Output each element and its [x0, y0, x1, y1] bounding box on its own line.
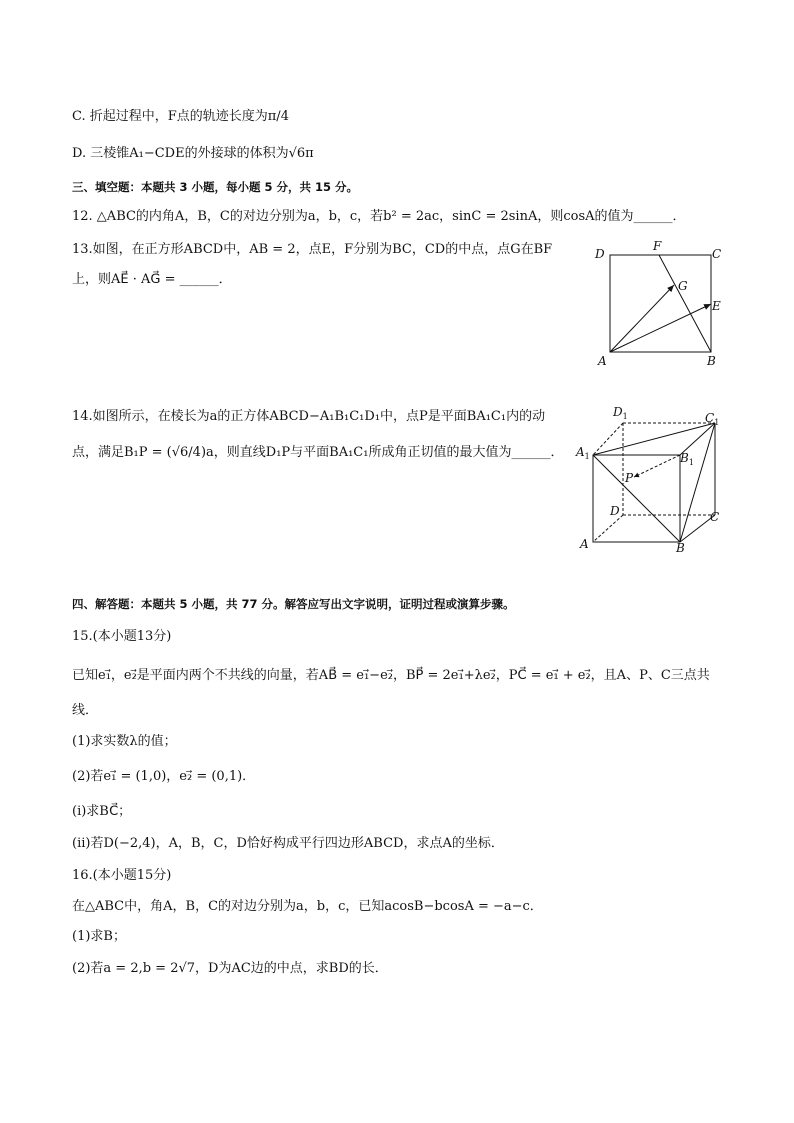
option-c: C. 折起过程中，F点的轨迹长度为π/4: [72, 109, 289, 124]
label-A: A: [580, 537, 589, 551]
question-15-part-2ii: (ⅱ)若D(−2,4)，A，B，C，D恰好构成平行四边形ABCD，求点A的坐标．: [72, 836, 504, 851]
label-D1: $D_1$: [613, 405, 628, 421]
question-15-line-1: 已知e₁⃗，e₂⃗是平面内两个不共线的向量，若AB⃗ = e₁⃗−e₂⃗，BP⃗ = 2e₁⃗+λe₂⃗，PC⃗ = e₁⃗ + e₂⃗，且A、P、C三点共: [72, 668, 710, 683]
label-G: G: [678, 279, 688, 293]
question-15-part-1: (1)求实数λ的值；: [72, 734, 177, 749]
label-F: F: [653, 239, 662, 253]
label-A1: $A_1$: [576, 445, 590, 461]
label-P: P: [625, 471, 634, 485]
label-B: B: [707, 354, 716, 368]
question-13-line-2: 上，则AE⃗ · AG⃗ = ______．: [72, 272, 232, 287]
cube-figure: [572, 402, 732, 566]
square-figure: [590, 238, 730, 377]
label-D: D: [595, 247, 605, 261]
question-15-part-2: (2)若e₁⃗ = (1,0)，e₂⃗ = (0,1)．: [72, 769, 256, 784]
question-16-heading: 16.(本小题15分): [72, 868, 172, 883]
question-13-line-1: 13.如图，在正方形ABCD中，AB = 2，点E，F分别为BC，CD的中点，点G在BF: [72, 242, 553, 257]
section-3-heading: 三、填空题：本题共 3 小题，每小题 5 分，共 15 分。: [72, 180, 359, 194]
label-C: C: [712, 247, 722, 261]
label-B1: $B_1$: [680, 451, 694, 467]
question-12: 12. △ABC的内角A，B，C的对边分别为a，b，c，若b² = 2ac，sinC = 2sinA，则cosA的值为______．: [72, 209, 686, 224]
question-15-line-2: 线．: [72, 703, 99, 718]
question-16-part-1: (1)求B；: [72, 929, 126, 944]
question-16-part-2: (2)若a = 2,b = 2√7，D为AC边的中点，求BD的长．: [72, 961, 388, 976]
question-16-line-1: 在△ABC中，角A，B，C的对边分别为a，b，c，已知acosB−bcosA = −a−c．: [72, 899, 543, 914]
section-4-heading: 四、解答题：本题共 5 小题，共 77 分。解答应写出文字说明，证明过程或演算步骤。: [72, 597, 515, 611]
label-E: E: [712, 299, 721, 313]
option-d: D. 三棱锥A₁−CDE的外接球的体积为√6π: [72, 146, 314, 161]
label-C1: $C_1$: [705, 411, 720, 427]
label-C: C: [710, 510, 720, 524]
question-15-part-2i: (ⅰ)求BC⃗；: [72, 804, 132, 819]
label-B: B: [676, 541, 685, 555]
question-15-heading: 15.(本小题13分): [72, 629, 172, 644]
label-A: A: [598, 354, 607, 368]
label-D: D: [610, 504, 620, 518]
question-14-line-2: 点，满足B₁P = (√6/4)a，则直线D₁P与平面BA₁C₁所成角正切值的最大值为______．: [72, 445, 564, 460]
question-14-line-1: 14.如图所示，在棱长为a的正方体ABCD−A₁B₁C₁D₁中，点P是平面BA₁C₁内的动: [72, 409, 546, 424]
